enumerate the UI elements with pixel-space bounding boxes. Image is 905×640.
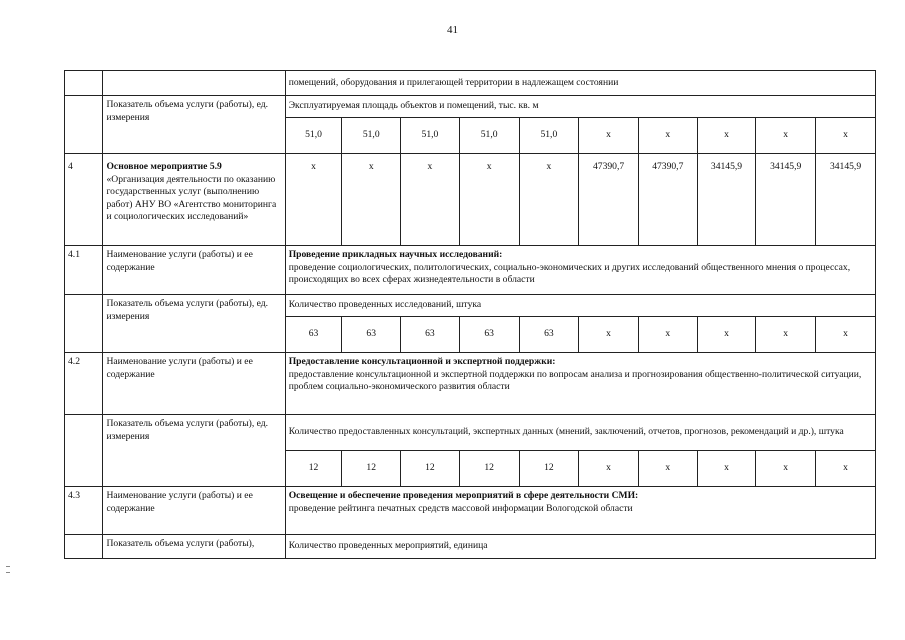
service-number: 4.3	[65, 487, 103, 535]
service-label: Наименование услуги (работы) и ее содержание	[103, 246, 285, 295]
service-row	[65, 246, 876, 295]
value-cell: x	[816, 317, 876, 353]
value-cell: 12	[401, 451, 460, 487]
value-cell: x	[638, 317, 697, 353]
service-title: Проведение прикладных научных исследований:	[288, 249, 503, 260]
value-cell: x	[638, 451, 697, 487]
num-cell	[65, 415, 103, 487]
service-description	[285, 353, 875, 415]
value-cell: x	[697, 317, 756, 353]
value-cell: x	[579, 118, 639, 154]
value-cell: 34145,9	[816, 154, 876, 246]
service-label: Наименование услуги (работы) и ее содержание	[103, 487, 285, 535]
value-cell: 63	[459, 317, 519, 353]
value-cell: 63	[519, 317, 579, 353]
label-cell	[103, 71, 285, 96]
value-cell: 51,0	[401, 118, 460, 154]
indicator-text: Количество проведенных исследований, штука	[285, 295, 875, 317]
value-cell: x	[756, 451, 816, 487]
intro-text: помещений, оборудования и прилегающей территории в надлежащем состоянии	[285, 71, 875, 96]
value-cell: 47390,7	[638, 154, 697, 246]
margin-mark	[6, 566, 10, 567]
value-cell: 51,0	[342, 118, 401, 154]
page-number: 41	[447, 24, 458, 36]
value-cell: x	[285, 154, 342, 246]
service-description	[285, 487, 875, 535]
value-cell: x	[756, 317, 816, 353]
value-cell: x	[638, 118, 697, 154]
program-table	[64, 70, 876, 559]
event-title-bold: Основное мероприятие 5.9	[106, 161, 222, 172]
value-cell: x	[697, 451, 756, 487]
event-row	[65, 154, 876, 246]
num-cell	[65, 295, 103, 353]
value-cell: 12	[459, 451, 519, 487]
indicator-text: Количество проведенных мероприятий, единица	[285, 535, 875, 559]
margin-mark	[6, 572, 10, 573]
indicator-label: Показатель объема услуги (работы), ед. измерения	[103, 415, 285, 487]
indicator-text: Эксплуатируемая площадь объектов и помещений, тыс. кв. м	[285, 96, 875, 118]
indicator-text: Количество предоставленных консультаций, экспертных данных (мнений, заключений, отчетов, прогнозов, рекомендаций и др.), штука	[285, 415, 875, 451]
value-cell: 51,0	[459, 118, 519, 154]
value-cell: 63	[285, 317, 342, 353]
service-row	[65, 353, 876, 415]
value-cell: 63	[401, 317, 460, 353]
value-cell: x	[342, 154, 401, 246]
service-text: проведение рейтинга печатных средств массовой информации Вологодской области	[288, 502, 633, 514]
value-cell: 51,0	[519, 118, 579, 154]
value-cell: 47390,7	[579, 154, 639, 246]
value-cell: x	[697, 118, 756, 154]
service-label: Наименование услуги (работы) и ее содержание	[103, 353, 285, 415]
value-cell: x	[579, 451, 639, 487]
table-row	[65, 535, 876, 559]
event-title	[103, 154, 285, 246]
value-cell: x	[816, 451, 876, 487]
value-cell: x	[816, 118, 876, 154]
num-cell	[65, 96, 103, 154]
event-number: 4	[65, 154, 103, 246]
service-description	[285, 246, 875, 295]
num-cell	[65, 535, 103, 559]
service-title: Предоставление консультационной и экспертной поддержки:	[288, 356, 556, 367]
service-text: проведение социологических, политологических, социально-экономических и других исследований общественного мнения о процессах, происходящих во всех сферах жизнедеятельности в области	[288, 261, 851, 286]
table-row	[65, 71, 876, 96]
event-title-rest: «Организация деятельности по оказанию государственных услуг (выполнению работ) АНУ ВО «Агентство мониторинга и социологических исследований»	[106, 173, 277, 223]
value-cell: 12	[519, 451, 579, 487]
value-cell: x	[459, 154, 519, 246]
value-cell: x	[401, 154, 460, 246]
service-title: Освещение и обеспечение проведения мероприятий в сфере деятельности СМИ:	[288, 490, 639, 501]
indicator-label: Показатель объема услуги (работы), ед. измерения	[103, 96, 285, 154]
value-cell: 34145,9	[756, 154, 816, 246]
value-cell: x	[579, 317, 639, 353]
value-cell: x	[519, 154, 579, 246]
service-number: 4.2	[65, 353, 103, 415]
service-row	[65, 487, 876, 535]
value-cell: 12	[285, 451, 342, 487]
indicator-label: Показатель объема услуги (работы),	[103, 535, 285, 559]
service-text: предоставление консультационной и экспертной поддержки по вопросам анализа и прогнозирования общественно-политической ситуации, проблем социально-экономического развития области	[288, 368, 862, 393]
table-row	[65, 96, 876, 118]
value-cell: 51,0	[285, 118, 342, 154]
value-cell: 34145,9	[697, 154, 756, 246]
indicator-label: Показатель объема услуги (работы), ед. измерения	[103, 295, 285, 353]
num-cell	[65, 71, 103, 96]
table-row	[65, 415, 876, 451]
value-cell: 12	[342, 451, 401, 487]
value-cell: x	[756, 118, 816, 154]
service-number: 4.1	[65, 246, 103, 295]
value-cell: 63	[342, 317, 401, 353]
table-row	[65, 295, 876, 317]
